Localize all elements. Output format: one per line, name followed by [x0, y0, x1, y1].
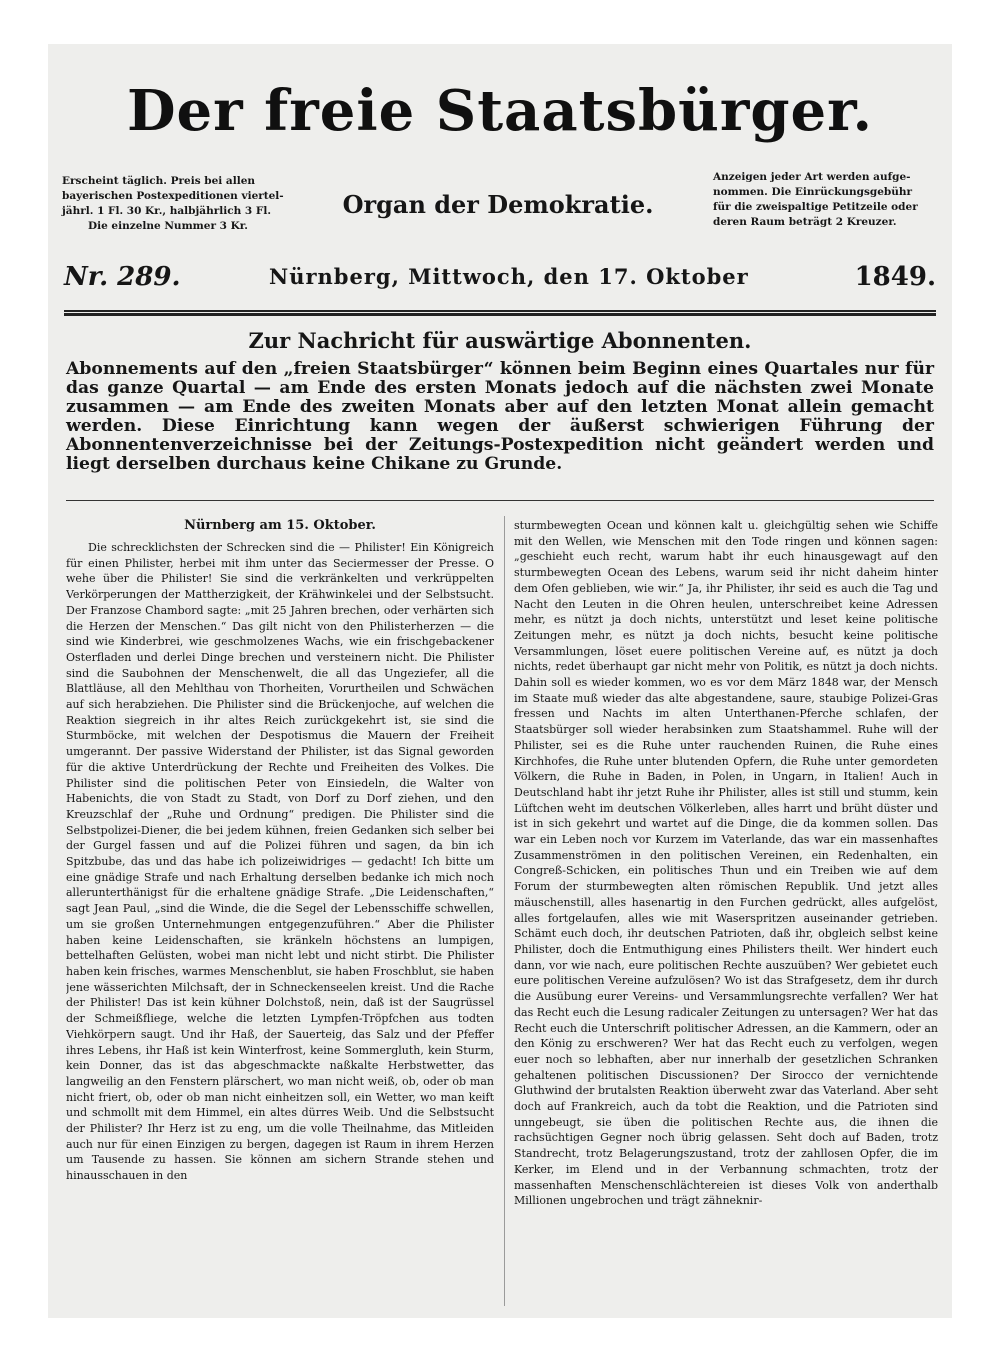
article-column-right: [514, 518, 938, 1308]
column-divider: [504, 516, 505, 1306]
advertising-info-line: für die zweispaltige Petitzeile oder: [713, 201, 918, 213]
article-text: Die schrecklichsten der Schrecken sind die — Philister! Ein Königreich für einen Philister, herbei mit ihm unter das Seciermesser der Presse. O wehe über die Philister! Sie sind die verkränkelten und verkrüppelten Verkörperungen der Mattherzigkeit, der Krähwinkelei und der Selbstsucht. Der Franzose Chambord sagte: „mit 25 Jahren brechen, oder verhärten sich die Herzen der Menschen.“ Das gilt nicht von den Philisterherzen — die sind wie Kinderbrei, wie geschmolzenes Wachs, wie ein frischgebackener Osterfladen und derlei Dinge brechen und versteinern nicht. Die Philister sind die Saubohnen der Menschenwelt, die all das Ungeziefer, all die Blattläuse, all den Mehlthau von Thorheiten, Vorurtheilen und Schwächen auf sich herabziehen. Die Philister sind die Brückenjoche, auf welchen die Reaktion siegreich in ihr altes Reich zurückgekehrt ist, sie sind die Sturmböcke, mit welchen der Despotismus die Mauern der Freiheit umgerannt. Der passive Widerstand der Philister, ist das Signal geworden für die aktive Unterdrückung der Rechte und Freiheiten des Volkes. Die Philister sind die politischen Peter von Einsiedeln, die Walter von Habenichts, die von Stadt zu Stadt, von Dorf zu Dorf ziehen, und den Kreuzschlaf der „Ruhe und Ordnung“ predigen. Die Philister sind die Selbstpolizei-Diener, die bei jedem kühnen, freien Gedanken sich selber bei der Gurgel fassen und auf die Polizei führen und sagen, da bin ich Spitzbube, das und das habe ich polizeiwidriges — gedacht! Ich bitte um eine gnädige Strafe und nach Erhaltung derselben bedanke ich mich noch allerunterthänigst für die erhaltene gnädige Strafe. „Die Leidenschaften,“ sagt Jean Paul, „sind die Winde, die die Segel der Lebensschiffe schwellen, um sie großen Unternehmungen entgegenzuführen.“ Aber die Philister haben keine Leidenschaften, sie kränkeln höchstens an lumpigen, bettelhaften Gelüsten, wobei man nicht lebt und nicht stirbt. Die Philister haben kein frisches, warmes Menschenblut, sie haben Froschblut, sie haben jene wässerichten Milchsaft, der in Schneckenseelen kreist. Und die Rache der Philister! Das ist kein kühner Dolchstoß, nein, daß ist der Saugrüssel der Schmeißfliege, welche die letzten Lympfen-Tröpfchen aus todten Viehkörpern saugt. Und ihr Haß, der Sauerteig, das Salz und der Pfeffer ihres Lebens, ihr Haß ist kein Winterfrost, keine Sommergluth, kein Sturm, kein Donner, das ist das abgeschmackte naßkalte Herbstwetter, das langweilig an den Fenstern plärschert, wo man nicht weiß, ob, oder ob man nicht friert, ob, oder ob man nicht einheitzen soll, ein Wetter, wo man keift und schmollt mit dem Himmel, ein altes dürres Weib. Und die Selbstsucht der Philister? Ihr Herz ist zu eng, um die volle Theilnahme, das Mitleiden auch nur für einen Einzigen zu bergen, dagegen ist Raum in ihrem Herzen um Tausende zu hassen. Sie können am sichern Strande stehen und hinausschauen in den: [66, 541, 494, 1183]
advertising-info-line: Anzeigen jeder Art werden aufge-: [713, 171, 911, 183]
article-column-left: [66, 518, 494, 1308]
article-heading: Nürnberg am 15. Oktober.: [184, 518, 376, 533]
advertising-info-line: deren Raum beträgt 2 Kreuzer.: [713, 216, 897, 228]
subscription-info-line: Erscheint täglich. Preis bei allen: [62, 175, 256, 187]
header-rule: [64, 310, 936, 316]
notice-body: Abonnements auf den „freien Staatsbürger“ können beim Beginn eines Quartales nur für das ganze Quartal — am Ende des ersten Monats jedoch auf die nächsten zwei Monate zusammen — am Ende des zweiten Monats aber auf den letzten Monat allein gemacht werden. Diese Einrichtung kann wegen der äußerst schwierigen Führung der Abonnentenverzeichnisse bei der Zeitungs-Postexpedition nicht geändert werden und liegt derselben durchaus keine Chikane zu Grunde.: [66, 359, 934, 474]
masthead-title: Der freie Staatsbürger.: [126, 78, 874, 144]
subscription-info-line: Die einzelne Nummer 3 Kr.: [88, 220, 248, 232]
advertising-info: [713, 170, 945, 230]
newspaper-page: [48, 44, 952, 1318]
issue-place-date: Nürnberg, Mittwoch, den 17. Oktober: [269, 264, 749, 289]
subscription-info-line: bayerischen Postexpeditionen viertel-: [62, 190, 284, 202]
subscription-info: [62, 174, 302, 234]
section-rule: [66, 500, 934, 501]
masthead-subtitle: Organ der Demokratie.: [342, 190, 654, 219]
notice-title: Zur Nachricht für auswärtige Abonnenten.: [248, 328, 752, 353]
dateline: [64, 262, 936, 302]
article-text: sturmbewegten Ocean und können kalt u. gleichgültig sehen wie Schiffe mit den Wellen, wie Menschen mit den Tode ringen und können sagen: „geschieht euch recht, warum habt ihr euch hinausgewagt auf den sturmbewegten Ocean des Lebens, warum seid ihr nicht daheim hinter dem Ofen geblieben, wie wir.“ Ja, ihr Philister, ihr seid es auch die Tag und Nacht den Leuten in die Ohren heulen, unterschreibet keine Adressen mehr, es nützt ja doch nichts, unterstützt und leset keine politische Zeitungen mehr, es nützt ja doch nichts, besucht keine politische Versammlungen, löset euere politischen Vereine auf, es nützt ja doch nichts, redet überhaupt gar nicht mehr von Politik, es nützt ja doch nichts. Dahin soll es wieder kommen, wo es vor dem März 1848 war, der Mensch im Staate muß wieder das alte abgestandene, saure, staubige Polizei-Gras fressen und Nachts im alten Unterthanen-Pferche schlafen, der Staatsbürger soll wieder herabsinken zum Staatshammel. Ruhe will der Philister, sei es die Ruhe unter rauchenden Ruinen, die Ruhe eines Kirchhofes, die Ruhe unter blutenden Opfern, die Ruhe unter gemordeten Völkern, die Ruhe in Baden, in Polen, in Ungarn, in Italien! Auch in Deutschland habt ihr jetzt Ruhe ihr Philister, alles ist still und stumm, kein Lüftchen weht im deutschen Völkerleben, alles harrt und brüht düster und ist in sich gekehrt und wartet auf die Dinge, die da kommen sollen. Das war ein Leben noch vor Kurzem im Vaterlande, das war ein massenhaftes Zusammenströmen in den politischen Vereinen, ein Redenhalten, ein Congreß-Schicken, ein politisches Thun und ein Treiben wie auf dem Forum der sturmbewegten alten römischen Republik. Und jetzt alles mäuschenstill, alles hasenartig in den Furchen gedrückt, alles aufgelöst, alles fortgelaufen, alles wie mit Waserspritzen auseinander getrieben. Schämt euch doch, ihr deutschen Patrioten, daß ihr, obgleich selbst keine Philister, doch die Entmuthigung eines Philisters theilt. Wer hindert euch dann, vor wie nach, eure politischen Rechte auszuüben? Wer gebietet euch eure politischen Vereine aufzulösen? Wo ist das Strafgesetz, dem ihr durch die Ausübung eurer Vereins- und Versammlungsrechte verfallen? Wer hat das Recht euch die Lesung radicaler Zeitungen zu untersagen? Wer hat das Recht euch die Unterschrift politischer Adressen, an die Kammern, oder an den König zu erschweren? Wer hat das Recht euch zu verfolgen, wegen euer noch so lebhaften, aber nur innerhalb der gesetzlichen Schranken gehaltenen politischen Discussionen? Der Sirocco der vernichtende Gluthwind der brutalsten Reaktion überweht zwar das Vaterland. Aber seht doch auf Frankreich, auch da tobt die Reaktion, und die Patrioten sind unngebeugt, sie üben die politischen Rechte aus, die ihnen die rachsüchtigen Gegner noch übrig gelassen. Seht doch auf Baden, trotz Standrecht, trotz Belagerungszustand, trotz der zahllosen Opfer, die im Kerker, im Elend und in der Verbannung schmachten, trotz der massenhaften Menschenschlächtereien ist dieses Volk von anderthalb Millionen ungebrochen und trägt zähneknir-: [514, 519, 938, 1208]
advertising-info-line: nommen. Die Einrückungsgebühr: [713, 186, 913, 198]
issue-year: 1849.: [854, 262, 936, 292]
issue-number: Nr. 289.: [64, 262, 181, 292]
subscription-info-line: jährl. 1 Fl. 30 Kr., halbjährlich 3 Fl.: [62, 205, 271, 217]
